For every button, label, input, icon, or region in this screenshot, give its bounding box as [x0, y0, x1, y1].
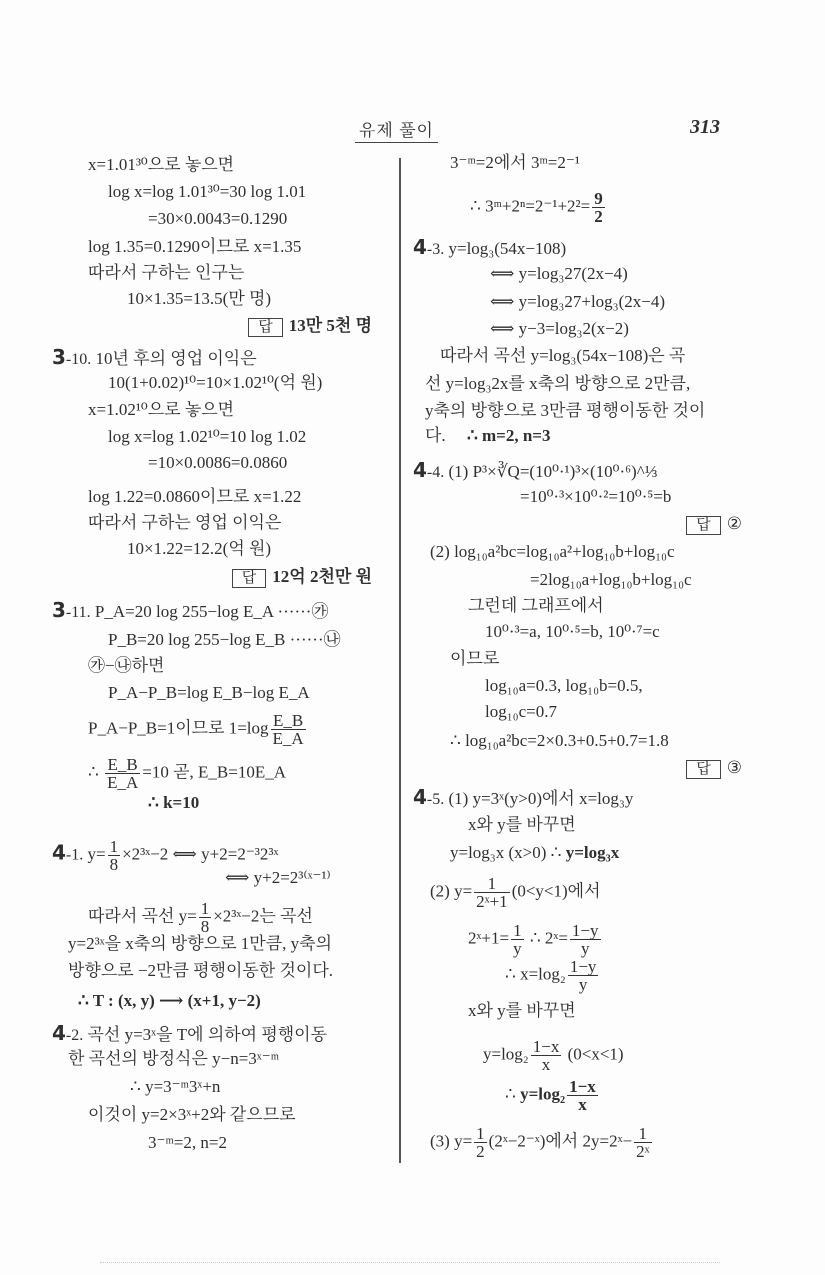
- solution-line: y축의 방향으로 3만큼 평행이동한 것이: [425, 401, 706, 420]
- solution-line: 3⁻ᵐ=2, n=2: [148, 1133, 227, 1152]
- problem-suffix: -2.: [65, 1027, 84, 1044]
- solution-line: [468, 922, 603, 957]
- problem-suffix: -11.: [65, 604, 91, 621]
- denominator: y: [578, 975, 588, 994]
- solution-line: P_A−P_B=log E_B−log E_A: [108, 683, 310, 702]
- problem-4-3: [413, 236, 566, 261]
- solution-line: log x=log 1.02¹⁰=10 log 1.02: [108, 427, 307, 446]
- answer-value: ②: [726, 514, 742, 533]
- problem-number: 4: [52, 840, 66, 865]
- answer-value: 13만 5천 명: [288, 316, 372, 335]
- therefore-symbol: ∴: [88, 762, 99, 782]
- solution-line: log x=log 1.01³⁰=30 log 1.01: [108, 182, 307, 201]
- problem-number: 4: [413, 785, 427, 809]
- answer-badge: 답: [686, 516, 721, 535]
- problem-3-10: [52, 346, 257, 371]
- solution-line: [88, 712, 308, 747]
- solution-line: ∴ log₁₀a²bc=2×0.3+0.5+0.7=1.8: [450, 731, 669, 750]
- answer-line: [248, 315, 372, 337]
- solution-line: ⟺ y−3=log₃2(x−2): [490, 319, 629, 338]
- solution-line: [505, 1078, 600, 1113]
- scan-artifact: [100, 1262, 720, 1265]
- denominator: E_A: [107, 773, 139, 792]
- solution-line: [505, 958, 600, 993]
- fraction: [568, 958, 599, 993]
- numerator: 1: [513, 921, 522, 940]
- solution-line: ㉮−㉯하면: [88, 656, 165, 675]
- numerator: 1−x: [569, 1077, 596, 1096]
- solution-line: ⟺ y+2=2³⁽ˣ⁻¹⁾: [225, 868, 331, 887]
- solution-line: 그런데 그래프에서: [468, 596, 604, 615]
- math-text: =10 곧, E_B=10E_A: [142, 762, 286, 782]
- math-text: y=: [87, 844, 106, 864]
- denominator: x: [578, 1095, 587, 1114]
- problem-4-4: [413, 459, 657, 484]
- solution-line: ⟺ y=log₃27+log₃(2x−4): [490, 292, 666, 311]
- math-text: (2ˣ−2⁻ˣ)에서 2y=2ˣ−: [488, 1131, 633, 1151]
- denominator: E_A: [272, 729, 304, 748]
- solution-line: 이므로: [450, 649, 500, 668]
- denominator: 2ˣ: [636, 1142, 650, 1161]
- fraction: [634, 1125, 651, 1160]
- fraction: [570, 922, 601, 957]
- solution-line: ⟺ y=log₃27(2x−4): [490, 264, 628, 283]
- solution-line: log₁₀a=0.3, log₁₀b=0.5,: [485, 676, 643, 695]
- math-text: ∴ 2ˣ=: [525, 928, 568, 948]
- solution-line: 선 y=log₃2x를 x축의 방향으로 2만큼,: [425, 374, 691, 393]
- solution-line: [88, 756, 286, 791]
- fraction: [567, 1078, 598, 1113]
- problem-4-2: [52, 1022, 327, 1047]
- problem-suffix: -5.: [426, 791, 445, 808]
- solution-line: 10(1+0.02)¹⁰=10×1.02¹⁰(억 원): [108, 373, 323, 392]
- solution-line: [450, 842, 619, 864]
- solution-line: 10⁰·³=a, 10⁰·⁵=b, 10⁰·⁷=c: [485, 622, 660, 641]
- solution-line: 따라서 곡선 y=log₃(54x−108)은 곡: [440, 346, 686, 365]
- solution-line: 따라서 구하는 영업 이익은: [88, 513, 282, 532]
- problem-number: 4: [52, 1021, 66, 1045]
- math-text: y=log₃x (x>0) ∴: [450, 843, 562, 862]
- solution-line: [430, 875, 601, 910]
- answer-line: [686, 757, 742, 779]
- solution-result: ∴ T : (x, y) ⟶ (x+1, y−2): [78, 991, 261, 1010]
- numerator: 1−x: [532, 1037, 560, 1056]
- numerator: 1: [109, 837, 119, 856]
- math-text: ×2³ˣ−2 ⟺ y+2=2⁻³2³ˣ: [122, 844, 279, 864]
- fraction: [592, 190, 605, 225]
- solution-line: =10×0.0086=0.0860: [148, 453, 288, 472]
- numerator: 1: [634, 1125, 651, 1143]
- fraction: [199, 900, 212, 935]
- numerator: 1−y: [571, 921, 599, 940]
- denominator: 2ˣ+1: [476, 892, 508, 911]
- numerator: 1: [200, 899, 210, 918]
- answer-badge: 답: [232, 569, 267, 588]
- solution-line: x=1.02¹⁰으로 놓으면: [88, 400, 235, 419]
- math-text: y=log₂: [483, 1044, 529, 1064]
- math-text: 다.: [425, 426, 446, 445]
- solution-line: [483, 1038, 624, 1073]
- solution-line: ∴ y=3⁻ᵐ3ˣ+n: [130, 1077, 221, 1096]
- solution-result: y=log₃x: [565, 843, 620, 862]
- page-number: 313: [690, 116, 720, 138]
- solution-line: (2) log₁₀a²bc=log₁₀a²+log₁₀b+log₁₀c: [430, 542, 675, 561]
- solution-line: 방향으로 −2만큼 평행이동한 것이다.: [68, 961, 333, 980]
- math-text: 따라서 곡선 y=: [88, 906, 197, 926]
- denominator: y: [580, 939, 590, 958]
- solution-line: 따라서 구하는 인구는: [88, 263, 245, 282]
- solution-result: ∴ m=2, n=3: [466, 426, 551, 445]
- problem-number: 3: [52, 345, 66, 369]
- solution-line: =10⁰·³×10⁰·²=10⁰·⁵=b: [520, 487, 672, 506]
- fraction: [474, 1125, 487, 1160]
- answer-badge: 답: [686, 760, 721, 779]
- denominator: 2: [476, 1142, 485, 1161]
- solution-line: 곡선 y=3ˣ을 T에 의하여 평행이동: [87, 1025, 328, 1044]
- problem-number: 3: [52, 598, 66, 622]
- solution-line: x와 y를 바꾸면: [468, 1001, 576, 1020]
- solution-line: 10년 후의 영업 이익은: [95, 349, 257, 368]
- solution-line: 10×1.22=12.2(억 원): [127, 539, 272, 558]
- fraction: [474, 875, 510, 910]
- denominator: 2: [594, 207, 603, 226]
- column-divider: [399, 158, 401, 1163]
- math-text: (0<x<1): [567, 1044, 624, 1064]
- solution-line: log₁₀c=0.7: [485, 702, 557, 721]
- solution-line: (1) y=3ˣ(y>0)에서 x=log₃y: [448, 789, 634, 808]
- numerator: E_B: [271, 712, 306, 730]
- therefore-symbol: ∴: [505, 1084, 516, 1104]
- section-title: 유제 풀이: [355, 116, 438, 143]
- answer-value: 12억 2천만 원: [272, 567, 372, 586]
- denominator: y: [513, 939, 522, 958]
- solution-line: y=2³ˣ을 x축의 방향으로 1만큼, y축의: [68, 934, 332, 953]
- denominator: x: [541, 1055, 551, 1074]
- solution-result: ∴ k=10: [148, 793, 200, 812]
- answer-line: [686, 513, 742, 535]
- math-text: ×2³ˣ−2는 곡선: [213, 906, 313, 926]
- solution-line: P_A=20 log 255−log E_A ······㉮: [94, 602, 329, 621]
- solution-line: y=log₃(54x−108): [448, 239, 567, 258]
- fraction: [105, 756, 140, 791]
- numerator: 1: [476, 1124, 485, 1143]
- numerator: 1: [474, 875, 510, 893]
- denominator: 8: [109, 855, 119, 874]
- math-text: P_A−P_B=1이므로 1=log: [88, 718, 269, 738]
- math-text: (0<y<1)에서: [511, 881, 601, 901]
- math-text: (3) y=: [430, 1131, 473, 1151]
- solution-line: log 1.22=0.0860이므로 x=1.22: [88, 487, 302, 506]
- fraction: [108, 838, 121, 873]
- solution-line: (1) P³×∛Q=(10⁰·¹)³×(10⁰·⁶)^⅓: [448, 462, 658, 481]
- solution-line: 한 곡선의 방정식은 y−n=3ˣ⁻ᵐ: [68, 1049, 279, 1068]
- problem-number: 4: [413, 235, 427, 259]
- answer-line: [232, 566, 372, 588]
- problem-suffix: -1.: [65, 846, 84, 864]
- answer-value: ③: [726, 758, 742, 777]
- solution-line: [470, 190, 607, 225]
- denominator: 8: [200, 917, 210, 936]
- fraction: [511, 922, 524, 957]
- problem-suffix: -10.: [65, 351, 92, 368]
- solution-line: x=1.01³⁰으로 놓으면: [88, 155, 235, 174]
- numerator: E_B: [105, 756, 140, 774]
- solution-line: x와 y를 바꾸면: [468, 815, 576, 834]
- solution-result: y=log₂: [520, 1084, 566, 1104]
- solution-line: 10×1.35=13.5(만 명): [127, 289, 272, 308]
- numerator: 9: [594, 189, 603, 208]
- solution-line: 3⁻ᵐ=2에서 3ᵐ=2⁻¹: [450, 153, 580, 172]
- solution-line: =2log₁₀a+log₁₀b+log₁₀c: [530, 570, 692, 589]
- fraction: [531, 1038, 562, 1073]
- math-text: (2) y=: [430, 881, 473, 901]
- solution-line: [425, 425, 551, 447]
- solution-line: =30×0.0043=0.1290: [148, 209, 288, 228]
- problem-suffix: -4.: [426, 464, 445, 481]
- solution-line: 이것이 y=2×3ˣ+2와 같으므로: [88, 1105, 296, 1124]
- math-text: 2ˣ+1=: [468, 928, 510, 948]
- numerator: 1−y: [569, 957, 597, 976]
- problem-suffix: -3.: [426, 241, 445, 258]
- problem-number: 4: [413, 458, 427, 482]
- math-text: ∴ 3ᵐ+2ⁿ=2⁻¹+2²=: [470, 196, 591, 216]
- solution-line: [88, 900, 313, 935]
- problem-4-5: [413, 786, 633, 811]
- solution-line: log 1.35=0.1290이므로 x=1.35: [88, 237, 302, 256]
- answer-badge: 답: [248, 318, 283, 337]
- solution-line: [430, 1125, 654, 1160]
- solution-line: P_B=20 log 255−log E_B ······㉯: [108, 630, 341, 649]
- problem-3-11: [52, 599, 328, 624]
- fraction: [271, 712, 306, 747]
- math-text: ∴ x=log₂: [505, 964, 566, 984]
